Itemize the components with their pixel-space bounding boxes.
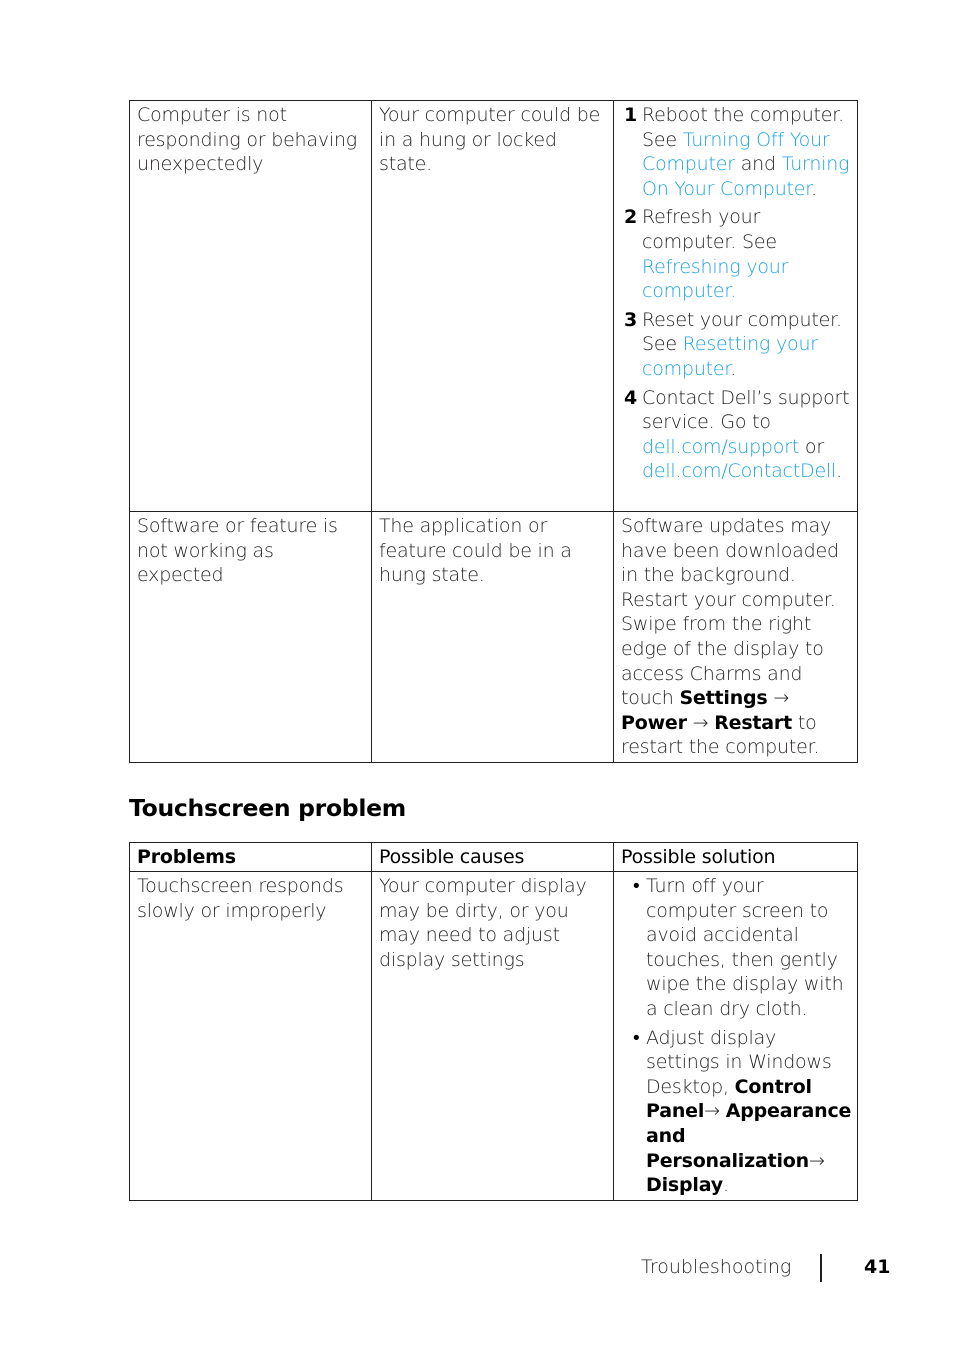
- step-text: Reset your computer. See: [642, 308, 842, 356]
- cause-cell: [372, 872, 614, 1201]
- cause-text: Your computer display may be dirty, or you may need to adjust display settings: [379, 875, 587, 971]
- problem-text: Software or feature is not working as expected: [137, 515, 338, 587]
- header-causes: Possible causes: [372, 843, 614, 872]
- solution-bullets: [621, 874, 853, 1198]
- step-text: .: [730, 357, 737, 380]
- bullet-item: [621, 874, 853, 1022]
- step-text: .: [811, 177, 817, 200]
- footer-divider: [820, 1254, 822, 1282]
- cause-cell: [372, 512, 614, 763]
- bullet-icon: •: [633, 875, 640, 897]
- link-turning-off[interactable]: Turning Off Your Computer: [642, 128, 830, 176]
- control-panel-label: Control Panel: [646, 1075, 812, 1123]
- step-text: Reboot the computer. See: [642, 104, 844, 151]
- link-turning-on[interactable]: Turning On Your Computer: [642, 153, 850, 200]
- table-row: [130, 512, 858, 763]
- page-number: 41: [864, 1256, 891, 1278]
- bullet-icon: •: [633, 1026, 640, 1049]
- step-text: Refresh your computer. See: [642, 206, 777, 253]
- arrow: →: [704, 1100, 720, 1123]
- end-period: .: [722, 1174, 729, 1197]
- solution-step: [621, 103, 853, 201]
- step-number: 3: [624, 308, 638, 331]
- arrow: →: [767, 687, 790, 710]
- cause-text: Your computer could be in a hung or locked state.: [379, 104, 601, 176]
- step-text: or: [799, 435, 824, 458]
- appearance-label: Appearance and Personalization: [646, 1100, 852, 1172]
- problem-text: Computer is not responding or behaving unexpectedly: [137, 104, 358, 176]
- step-number: 1: [624, 104, 638, 126]
- solution-step: [621, 308, 853, 382]
- problem-cell: [130, 512, 372, 763]
- link-resetting[interactable]: Resetting your computer: [642, 333, 818, 380]
- solution-step: [621, 386, 853, 484]
- solution-cell: [614, 101, 858, 512]
- footer-section-label: Troubleshooting: [641, 1256, 792, 1278]
- problem-cell: [130, 101, 372, 512]
- header-problems: Problems: [130, 843, 372, 872]
- arrow: →: [686, 711, 715, 734]
- solution-text: to restart the computer.: [621, 711, 820, 759]
- touchscreen-table: [129, 842, 858, 1201]
- bullet-item: [621, 1026, 853, 1198]
- power-label: Power: [621, 711, 687, 734]
- display-label: Display: [646, 1174, 723, 1197]
- table-row: [130, 872, 858, 1201]
- bullet-text: Adjust display settings in Windows Desktop,: [646, 1026, 832, 1098]
- problem-cell: [130, 872, 372, 1201]
- step-number: 2: [624, 206, 638, 229]
- table-row: [130, 101, 858, 512]
- problem-text: Touchscreen responds slowly or improperly: [137, 875, 344, 922]
- arrow: →: [808, 1149, 825, 1172]
- solution-step: [621, 205, 853, 303]
- step-text: Contact Dell’s support service. Go to: [642, 386, 850, 434]
- section-title: Touchscreen problem: [129, 794, 406, 822]
- restart-label: Restart: [714, 711, 792, 734]
- solution-cell: [614, 512, 858, 763]
- step-text: and: [734, 153, 782, 176]
- solution-text: Software updates may have been downloaded in the background. Restart your computer. Swipe from the right edge of the display to access Charms and touch: [621, 515, 839, 710]
- cause-text: The application or feature could be in a hung state.: [379, 515, 572, 587]
- step-text: .: [836, 460, 842, 483]
- solution-cell: [614, 872, 858, 1201]
- troubleshooting-table: [129, 100, 858, 763]
- bullet-text: Turn off your computer screen to avoid accidental touches, then gently wipe the display with a clean dry cloth.: [646, 875, 844, 1020]
- link-refreshing[interactable]: Refreshing your computer.: [642, 255, 789, 303]
- solution-steps: [621, 103, 853, 484]
- header-solution: Possible solution: [614, 843, 858, 872]
- settings-label: Settings: [679, 687, 768, 710]
- link-dell-contact[interactable]: dell.com/ContactDell: [642, 460, 837, 483]
- cause-cell: [372, 101, 614, 512]
- link-dell-support[interactable]: dell.com/support: [642, 435, 800, 458]
- step-number: 4: [624, 386, 638, 409]
- table-header-row: [130, 843, 858, 872]
